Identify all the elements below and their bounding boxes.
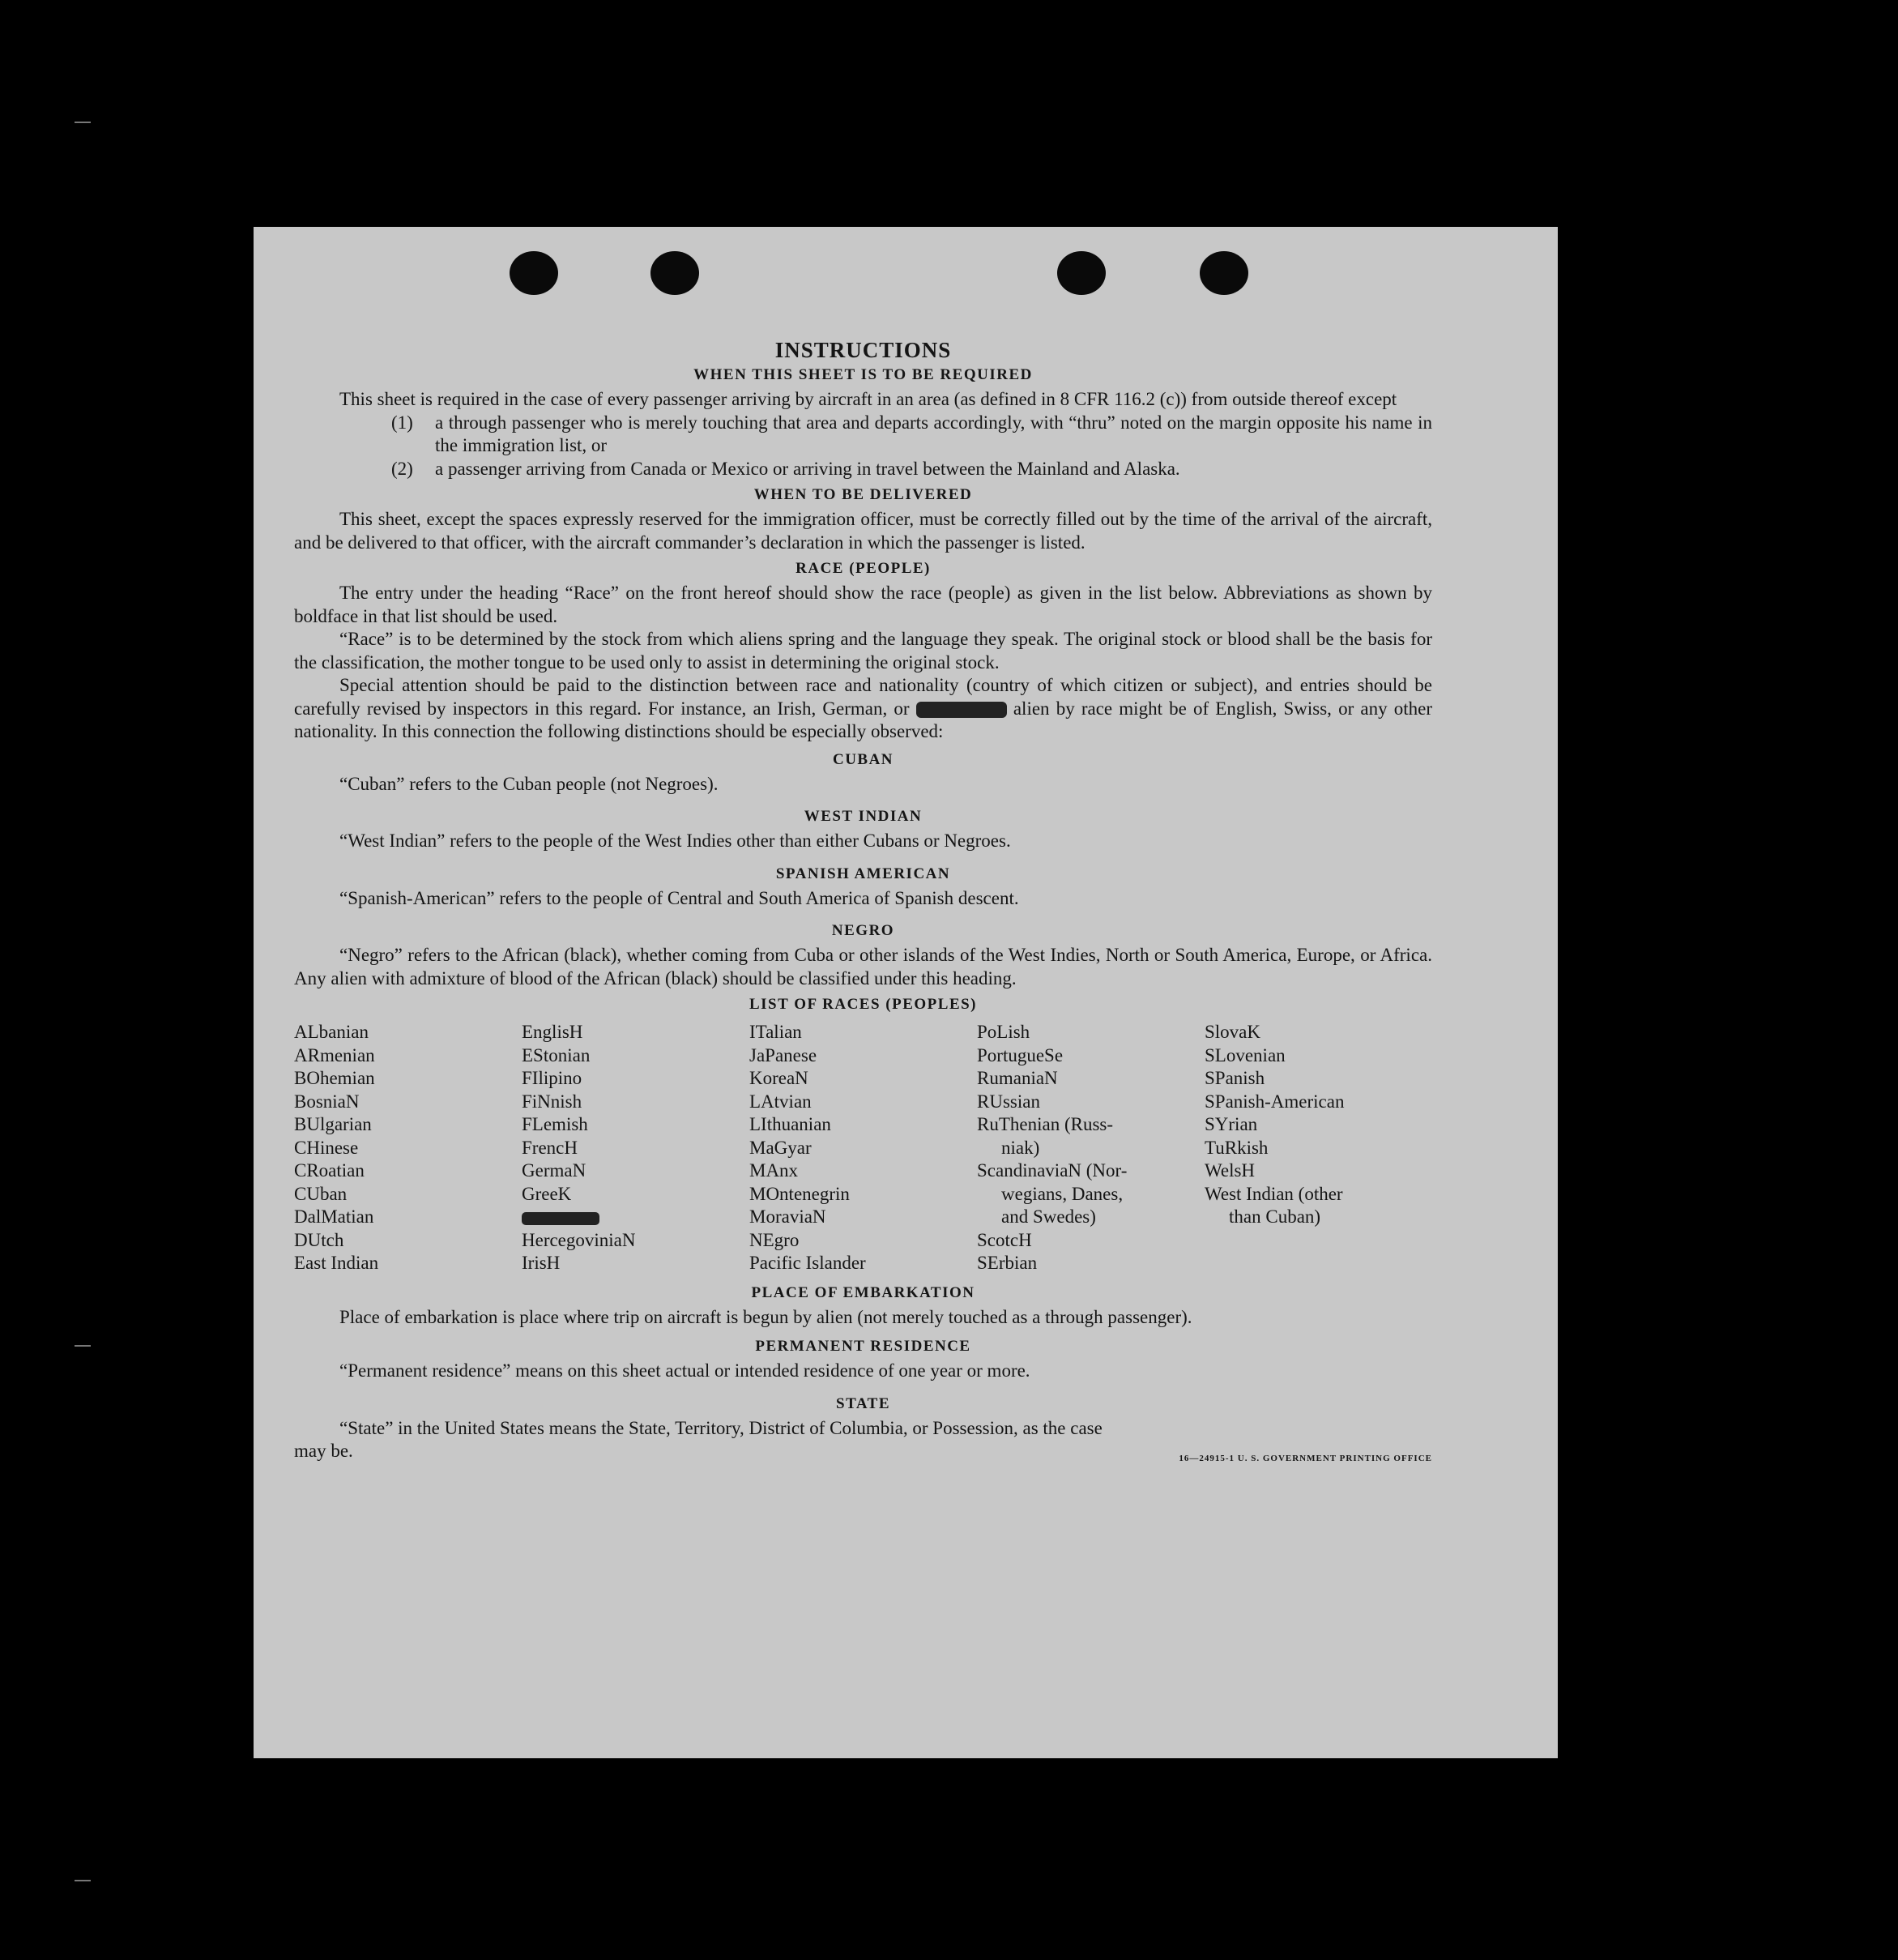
- race-entry: BUlgarian: [294, 1114, 372, 1134]
- race-entry: CHinese: [294, 1137, 359, 1158]
- residence-text: “Permanent residence” means on this sheet actual or intended residence of one year or more.: [339, 1360, 1030, 1381]
- race-entry-continued: than Cuban): [1229, 1206, 1321, 1227]
- race-entry: LAtvian: [749, 1091, 812, 1112]
- race-entry-continued: niak): [1001, 1137, 1040, 1158]
- race-column: [522, 1021, 749, 1275]
- race-column: [977, 1021, 1205, 1275]
- race-entry: SYrian: [1205, 1114, 1258, 1134]
- race-entry: RuThenian (Russ-: [977, 1114, 1114, 1134]
- race-column: [1205, 1021, 1432, 1275]
- race-entry: PoLish: [977, 1022, 1030, 1042]
- race-entry: MOntenegrin: [749, 1183, 850, 1204]
- state-text-end: may be.: [294, 1441, 353, 1461]
- race-entry: SlovaK: [1205, 1022, 1260, 1042]
- race-entry: KoreaN: [749, 1068, 808, 1088]
- race-paragraph: [294, 674, 1432, 744]
- race-entry: SErbian: [977, 1253, 1038, 1273]
- race-text: alien by race might be of English, Swiss, or any other nationality. In this connection the following distinctions should be especially observed:: [294, 698, 1433, 741]
- exception-text: a passenger arriving from Canada or Mexico or arriving in travel between the Mainland and Alaska.: [435, 458, 1180, 479]
- heading-required: WHEN THIS SHEET IS TO BE REQUIRED: [693, 366, 1033, 383]
- heading-negro: NEGRO: [831, 922, 895, 939]
- page-title: INSTRUCTIONS: [774, 338, 952, 362]
- race-entry: MAnx: [749, 1160, 799, 1181]
- race-entry: EStonian: [522, 1044, 591, 1065]
- spanish-american-text: “Spanish-American” refers to the people of Central and South America of Spanish descent.: [339, 887, 1019, 908]
- race-entry-continued: wegians, Danes,: [1001, 1183, 1124, 1204]
- embarkation-text: Place of embarkation is place where trip on aircraft is begun by alien (not merely touched as a through passenger).: [339, 1306, 1192, 1327]
- west-indian-text: “West Indian” refers to the people of the West Indies other than either Cubans or Negroes.: [339, 831, 1011, 851]
- punch-hole: [650, 251, 699, 295]
- heading-races: LIST OF RACES (PEOPLES): [749, 996, 978, 1013]
- state-last-line: [294, 1440, 1432, 1463]
- heading-residence: PERMANENT RESIDENCE: [755, 1338, 971, 1355]
- heading-west-indian: WEST INDIAN: [804, 808, 923, 825]
- redaction-mark: [522, 1212, 599, 1225]
- required-intro: This sheet is required in the case of every passenger arriving by aircraft in an area (as defined in 8 CFR 116.2 (c)) from outside thereof except: [339, 389, 1397, 409]
- exception-text: a through passenger who is merely touching that area and departs accordingly, with “thru” noted on the margin opposite his name in the immigration list, or: [435, 412, 1432, 455]
- race-entry: LIthuanian: [749, 1114, 831, 1134]
- race-entry: SPanish-American: [1205, 1091, 1345, 1112]
- heading-state: STATE: [836, 1394, 890, 1412]
- race-list: [294, 1021, 1432, 1275]
- heading-embarkation: PLACE OF EMBARKATION: [751, 1283, 975, 1301]
- state-text: “State” in the United States means the State, Territory, District of Columbia, or Possession, as the case: [339, 1417, 1103, 1438]
- race-entry: DUtch: [294, 1229, 344, 1250]
- heading-race: RACE (PEOPLE): [795, 560, 931, 577]
- race-entry: ScotcH: [977, 1229, 1032, 1250]
- race-entry: FIlipino: [522, 1068, 582, 1088]
- race-entry: TuRkish: [1205, 1137, 1269, 1158]
- race-entry: JaPanese: [749, 1044, 817, 1065]
- punch-hole: [1057, 251, 1106, 295]
- race-entry: Pacific Islander: [749, 1253, 866, 1273]
- delivered-text: This sheet, except the spaces expressly reserved for the immigration officer, must be correctly filled out by the time of the arrival of the aircraft, and be delivered to that officer, with the aircraft commander’s declaration in which the passenger is listed.: [294, 509, 1432, 553]
- negro-text: “Negro” refers to the African (black), whether coming from Cuba or other islands of the West Indies, North or South America, Europe, or Africa. Any alien with admixture of blood of the African (black) should be classified under this heading.: [294, 945, 1432, 989]
- race-entry: HercegoviniaN: [522, 1229, 636, 1250]
- film-edge-mark: [75, 1345, 91, 1347]
- race-entry: East Indian: [294, 1253, 379, 1273]
- race-entry: MaGyar: [749, 1137, 812, 1158]
- punch-hole: [1200, 251, 1248, 295]
- race-entry: ARmenian: [294, 1044, 375, 1065]
- instructions-body: [294, 336, 1432, 1463]
- exception-item: [294, 458, 1432, 481]
- race-text: Special attention should be paid to the distinction between race and nationality (country of which citizen or subject), and entries should be carefully revised by inspectors in this regard. For instance, an Irish, German, or: [294, 675, 1432, 719]
- film-edge-mark: [75, 122, 91, 123]
- race-entry: RUssian: [977, 1091, 1040, 1112]
- race-entry: West Indian (other: [1205, 1183, 1343, 1204]
- race-entry-continued: and Swedes): [1001, 1206, 1096, 1227]
- cuban-text: “Cuban” refers to the Cuban people (not Negroes).: [339, 773, 719, 794]
- instruction-sheet: [254, 227, 1558, 1758]
- heading-cuban: CUBAN: [832, 750, 894, 768]
- film-edge-mark: [75, 1880, 91, 1881]
- race-entry: ITalian: [749, 1022, 802, 1042]
- race-paragraph: The entry under the heading “Race” on the front hereof should show the race (people) as given in the list below. Abbreviations as shown by boldface in that list should be used.: [294, 583, 1432, 626]
- race-entry: NEgro: [749, 1229, 800, 1250]
- race-entry: DalMatian: [294, 1206, 374, 1227]
- race-paragraph: “Race” is to be determined by the stock from which aliens spring and the language they speak. The original stock or blood shall be the basis for the classification, the mother tongue to be used only to assist in determining the original stock.: [294, 629, 1432, 673]
- redaction-mark: [916, 702, 1007, 718]
- race-entry-redacted: [522, 1206, 749, 1229]
- race-entry: PortugueSe: [977, 1044, 1064, 1065]
- exception-item: [294, 412, 1432, 458]
- race-entry: GermaN: [522, 1160, 586, 1181]
- printer-imprint: 16—24915-1 U. S. GOVERNMENT PRINTING OFFICE: [1179, 1453, 1432, 1463]
- race-column: [749, 1021, 977, 1275]
- race-entry: FiNnish: [522, 1091, 582, 1112]
- punch-hole: [510, 251, 558, 295]
- race-entry: EnglisH: [522, 1022, 583, 1042]
- race-entry: GreeK: [522, 1183, 572, 1204]
- race-entry: RumaniaN: [977, 1068, 1058, 1088]
- race-entry: CUban: [294, 1183, 348, 1204]
- heading-delivered: WHEN TO BE DELIVERED: [753, 486, 973, 503]
- exception-number: (2): [391, 458, 413, 479]
- race-entry: FrencH: [522, 1137, 578, 1158]
- race-entry: WelsH: [1205, 1160, 1256, 1181]
- race-entry: ALbanian: [294, 1022, 369, 1042]
- exception-number: (1): [391, 412, 413, 433]
- race-entry: SPanish: [1205, 1068, 1265, 1088]
- race-entry: ScandinaviaN (Nor-: [977, 1160, 1128, 1181]
- race-entry: IrisH: [522, 1253, 561, 1273]
- heading-spanish-american: SPANISH AMERICAN: [775, 865, 951, 882]
- race-entry: SLovenian: [1205, 1044, 1286, 1065]
- race-entry: FLemish: [522, 1114, 588, 1134]
- race-column: [294, 1021, 522, 1275]
- race-entry: MoraviaN: [749, 1206, 826, 1227]
- race-entry: BOhemian: [294, 1068, 375, 1088]
- race-entry: CRoatian: [294, 1160, 365, 1181]
- race-entry: BosniaN: [294, 1091, 360, 1112]
